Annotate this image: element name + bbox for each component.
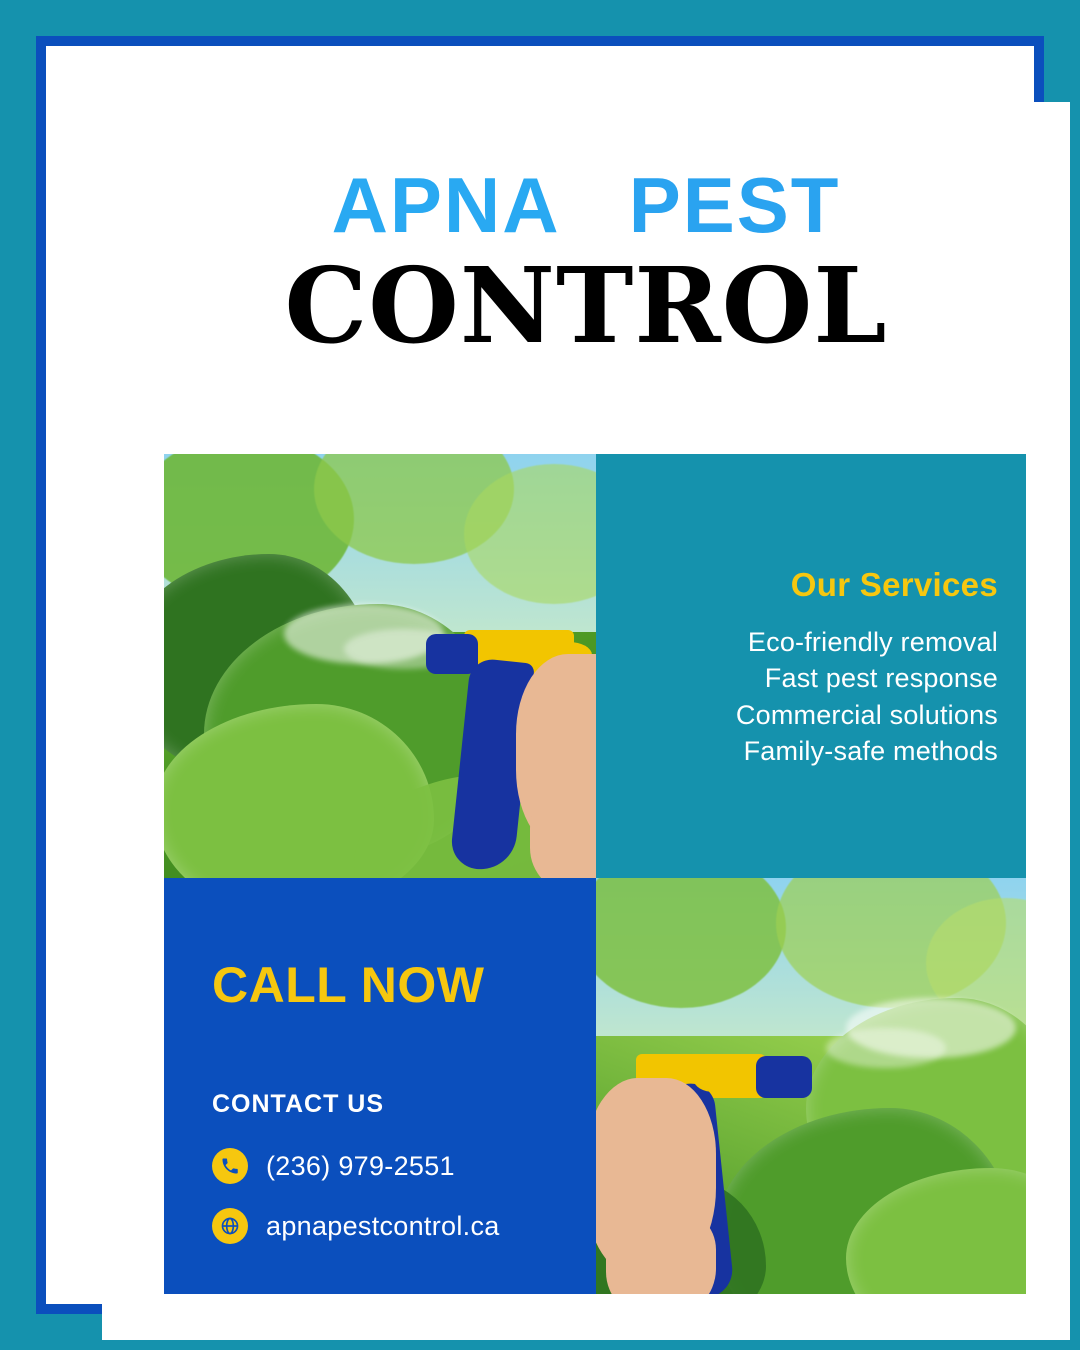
contact-phone-row[interactable] bbox=[212, 1148, 455, 1184]
services-heading: Our Services bbox=[790, 566, 998, 603]
website-url: apnapestcontrol.ca bbox=[266, 1210, 500, 1241]
services-content bbox=[628, 566, 998, 770]
photo-bottom-right bbox=[596, 878, 1026, 1294]
service-item: Family-safe methods bbox=[743, 736, 998, 767]
title-line-1 bbox=[102, 161, 1070, 249]
poster-frame bbox=[36, 36, 1044, 1314]
hand-fingers bbox=[530, 784, 596, 878]
spray-nozzle bbox=[756, 1056, 812, 1098]
services-panel bbox=[596, 454, 1026, 878]
contact-us-heading: CONTACT US bbox=[212, 1090, 385, 1118]
call-now-heading: CALL NOW bbox=[212, 957, 485, 1013]
poster-inner bbox=[102, 102, 1070, 1340]
spray-mist bbox=[826, 1028, 946, 1068]
globe-icon bbox=[212, 1208, 248, 1244]
phone-number: (236) 979-2551 bbox=[266, 1150, 455, 1181]
service-item: Eco-friendly removal bbox=[747, 627, 998, 657]
contact-panel bbox=[164, 878, 596, 1294]
service-item: Fast pest response bbox=[764, 663, 998, 694]
service-item: Commercial solutions bbox=[735, 699, 998, 730]
title-word-apna: APNA bbox=[331, 161, 558, 249]
title-line-2: CONTROL bbox=[284, 244, 888, 367]
spray-knob bbox=[694, 1068, 734, 1092]
page-title bbox=[102, 161, 1070, 367]
spray-nozzle bbox=[426, 634, 478, 674]
content-grid bbox=[164, 454, 1026, 1294]
photo-top-left bbox=[164, 454, 596, 878]
services-list bbox=[628, 624, 998, 770]
contact-website-row[interactable] bbox=[212, 1208, 500, 1244]
hand-fingers bbox=[606, 1208, 716, 1294]
phone-icon bbox=[212, 1148, 248, 1184]
title-word-pest: PEST bbox=[628, 161, 841, 249]
